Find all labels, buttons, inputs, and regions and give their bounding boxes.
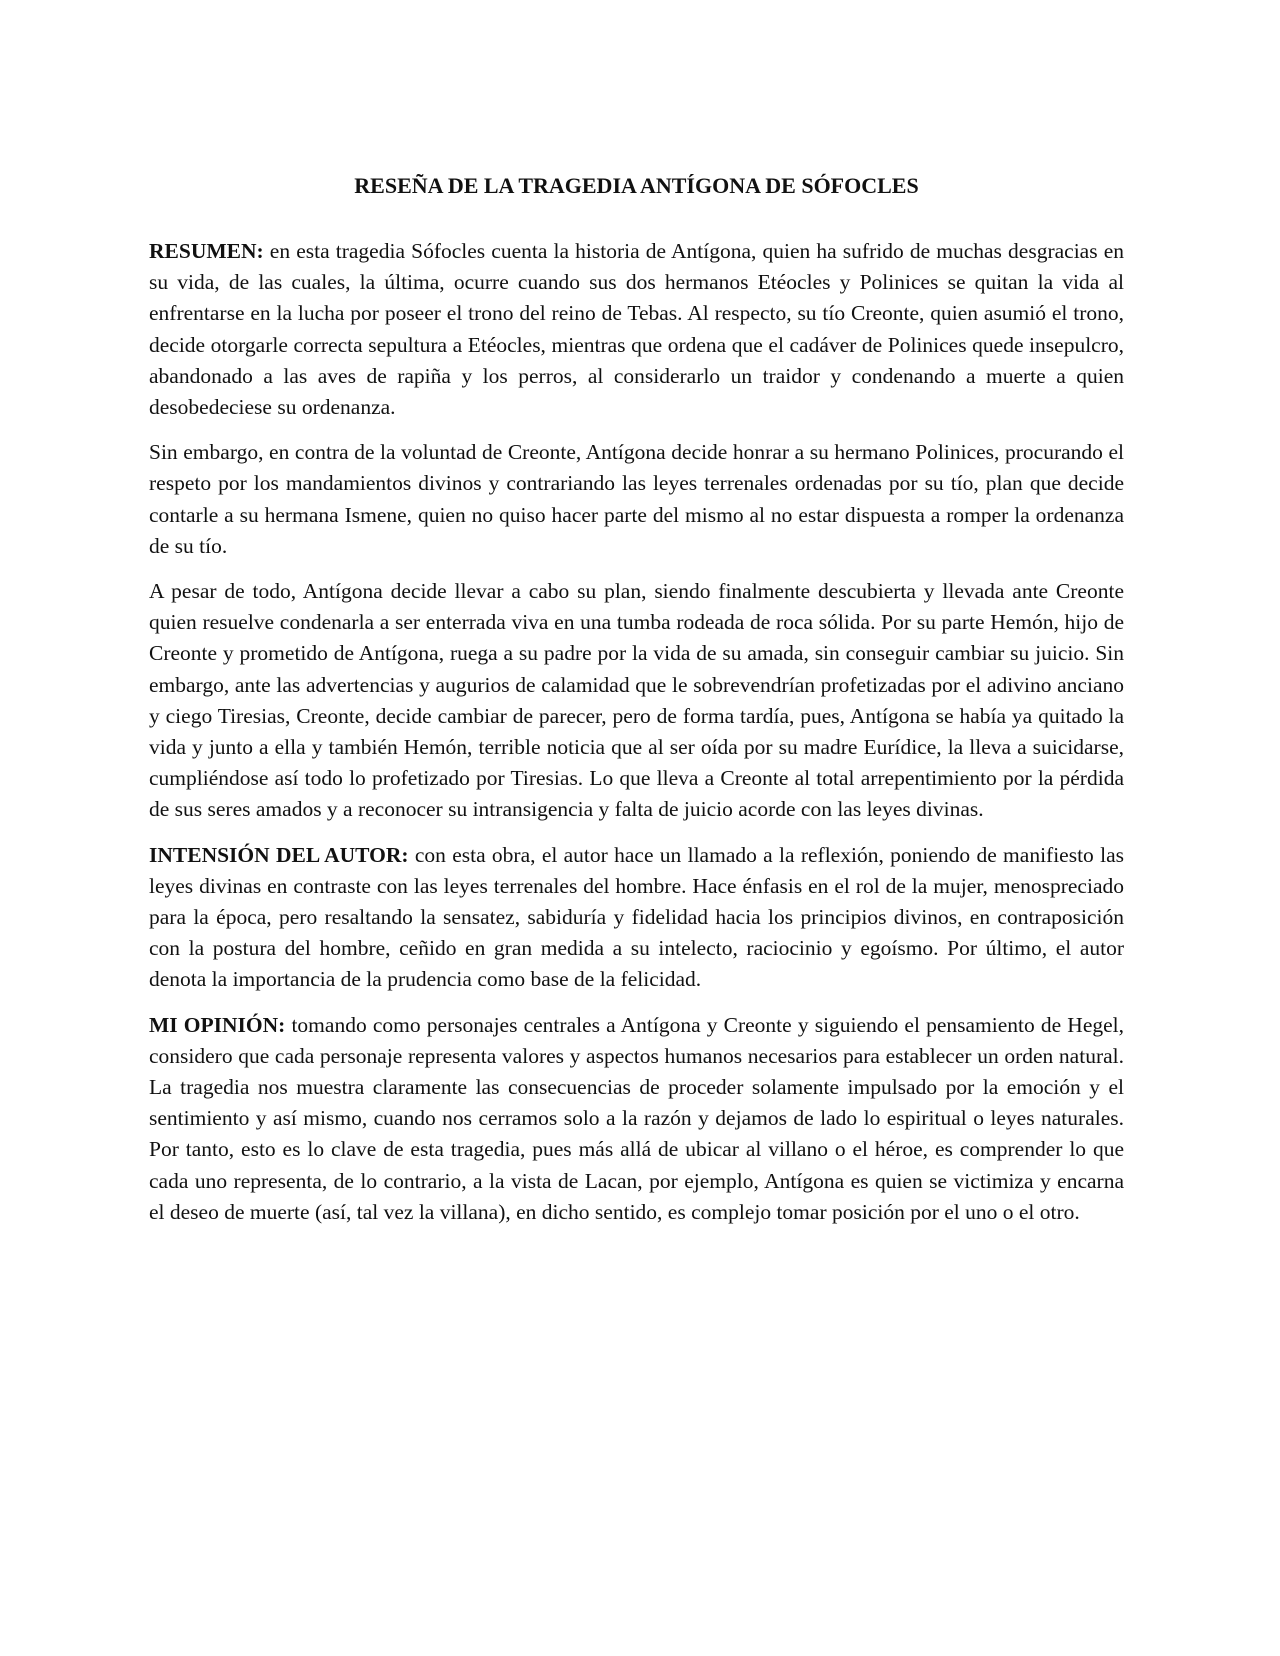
intention-text: con esta obra, el autor hace un llamado a la reflexión, poniendo de manifiesto las leyes divinas en contraste con las leyes terrenales del hombre. Hace énfasis en el rol de la mujer, menospreciado para la época, pero resaltando la sensatez, sabiduría y fidelidad hacia los principios divinos, en contraposición con la postura del hombre, ceñido en gran medida a su intelecto, raciocinio y egoísmo. Por último, el autor denota la importancia de la prudencia como base de la felicidad. (149, 842, 1124, 992)
opinion-text: tomando como personajes centrales a Antígona y Creonte y siguiendo el pensamiento de Hegel, considero que cada personaje representa valores y aspectos humanos necesarios para establecer un orden natural. La tragedia nos muestra claramente las consecuencias de proceder solamente impulsado por la emoción y el sentimiento y así mismo, cuando nos cerramos solo a la razón y dejamos de lado lo espiritual o leyes naturales. Por tanto, esto es lo clave de esta tragedia, pues más allá de ubicar al villano o el héroe, es comprender lo que cada uno representa, de lo contrario, a la vista de Lacan, por ejemplo, Antígona es quien se victimiza y encarna el deseo de muerte (así, tal vez la villana), en dicho sentido, es complejo tomar posición por el uno o el otro. (149, 1012, 1125, 1224)
opinion-heading: MI OPINIÓN: (149, 1012, 286, 1037)
summary-paragraph-3: A pesar de todo, Antígona decide llevar a cabo su plan, siendo finalmente descubierta y llevada ante Creonte quien resuelve condenarla a ser enterrada viva en una tumba rodeada de roca sólida. Por su parte Hemón, hijo de Creonte y prometido de Antígona, ruega a su padre por la vida de su amada, sin conseguir cambiar su juicio. Sin embargo, ante las advertencias y augurios de calamidad que le sobrevendrían profetizadas por el adivino anciano y ciego Tiresias, Creonte, decide cambiar de parecer, pero de forma tardía, pues, Antígona se había ya quitado la vida y junto a ella y también Hemón, terrible noticia que al ser oída por su madre Eurídice, la lleva a suicidarse, cumpliéndose así todo lo profetizado por Tiresias. Lo que lleva a Creonte al total arrepentimiento por la pérdida de sus seres amados y a reconocer su intransigencia y falta de juicio acorde con las leyes divinas. (149, 579, 1124, 822)
summary-paragraph-2: Sin embargo, en contra de la voluntad de Creonte, Antígona decide honrar a su hermano Polinices, procurando el respeto por los mandamientos divinos y contrariando las leyes terrenales ordenadas por su tío, plan que decide contarle a su hermana Ismene, quien no quiso hacer parte del mismo al no estar dispuesta a romper la ordenanza de su tío. (149, 440, 1124, 558)
intention-paragraph (149, 840, 1124, 996)
summary-heading: RESUMEN: (149, 239, 264, 263)
intention-heading: INTENSIÓN DEL AUTOR: (149, 842, 409, 867)
summary-paragraph (149, 236, 1124, 423)
opinion-paragraph (149, 1010, 1124, 1228)
document-title: RESEÑA DE LA TRAGEDIA ANTÍGONA DE SÓFOCLES (354, 173, 919, 198)
summary-text: en esta tragedia Sófocles cuenta la historia de Antígona, quien ha sufrido de muchas desgracias en su vida, de las cuales, la última, ocurre cuando sus dos hermanos Etéocles y Polinices se quitan la vida al enfrentarse en la lucha por poseer el trono del reino de Tebas. Al respecto, su tío Creonte, quien asumió el trono, decide otorgarle correcta sepultura a Etéocles, mientras que ordena que el cadáver de Polinices quede insepulcro, abandonado a las aves de rapiña y los perros, al considerarlo un traidor y condenando a muerte a quien desobedeciese su ordenanza. (149, 239, 1124, 420)
document-page (149, 172, 1124, 1242)
